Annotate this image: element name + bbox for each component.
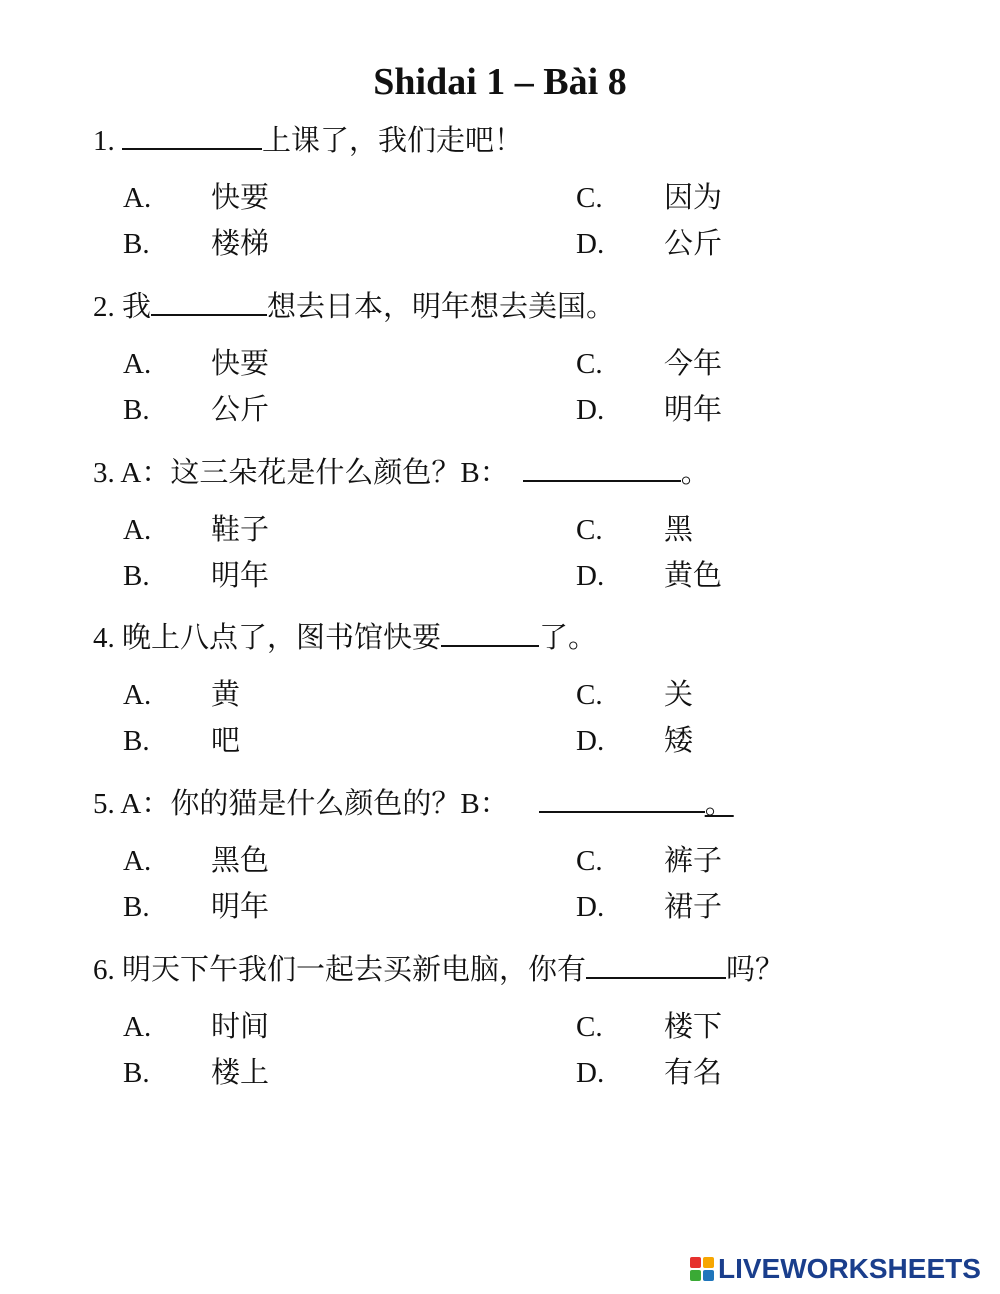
option-letter: A. bbox=[123, 1011, 152, 1043]
options bbox=[93, 678, 973, 770]
question-number: 3. bbox=[93, 457, 115, 489]
logo-square-orange bbox=[703, 1257, 714, 1268]
logo-text: LIVEWORKSHEETS bbox=[718, 1253, 981, 1284]
option-text: 吧 bbox=[211, 725, 241, 757]
option-text: 矮 bbox=[664, 725, 694, 757]
option-letter: D. bbox=[576, 891, 605, 923]
stem-before: 我 bbox=[122, 291, 152, 323]
stem-after: 上课了，我们走吧！ bbox=[262, 125, 524, 157]
option-letter: C. bbox=[576, 182, 603, 214]
option-text: 黑 bbox=[664, 514, 694, 546]
question-4 bbox=[93, 619, 973, 770]
option-text: 明年 bbox=[211, 560, 270, 592]
logo-square-green bbox=[690, 1270, 701, 1281]
liveworksheets-logo[interactable] bbox=[690, 1252, 981, 1286]
page-title: Shidai 1 – Bài 8 bbox=[373, 61, 627, 103]
question-stem bbox=[93, 288, 973, 325]
option-text: 鞋子 bbox=[211, 514, 270, 546]
option-text: 楼下 bbox=[664, 1011, 723, 1043]
option-letter: C. bbox=[576, 679, 603, 711]
stem-after: 想去日本，明年想去美国。 bbox=[267, 291, 616, 323]
option-letter: B. bbox=[123, 725, 150, 757]
option-letter: C. bbox=[576, 845, 603, 877]
option-letter: D. bbox=[576, 228, 605, 260]
option-text: 黄色 bbox=[664, 560, 723, 592]
stem-after: 了。 bbox=[539, 622, 598, 654]
liveworksheets-logo-icon bbox=[690, 1257, 714, 1281]
question-stem bbox=[93, 951, 973, 988]
option-letter: B. bbox=[123, 891, 150, 923]
option-text: 因为 bbox=[664, 182, 723, 214]
options bbox=[93, 1010, 973, 1102]
option-text: 裙子 bbox=[664, 891, 723, 923]
option-text: 有名 bbox=[664, 1057, 723, 1089]
option-letter: A. bbox=[123, 182, 152, 214]
option-letter: B. bbox=[123, 228, 150, 260]
answer-blank[interactable] bbox=[122, 122, 262, 150]
question-number: 5. bbox=[93, 788, 115, 820]
answer-blank[interactable] bbox=[151, 288, 267, 316]
answer-blank[interactable] bbox=[586, 951, 726, 979]
option-letter: A. bbox=[123, 679, 152, 711]
stem-after: 吗？ bbox=[726, 954, 785, 986]
option-letter: A. bbox=[123, 348, 152, 380]
option-text: 楼上 bbox=[211, 1057, 270, 1089]
stem-after: 。 bbox=[680, 457, 710, 489]
stem-before: 明天下午我们一起去买新电脑，你有 bbox=[122, 954, 587, 986]
option-text: 楼梯 bbox=[211, 228, 270, 260]
question-5 bbox=[93, 785, 973, 936]
option-letter: C. bbox=[576, 514, 603, 546]
option-letter: D. bbox=[576, 560, 605, 592]
option-letter: A. bbox=[123, 514, 152, 546]
option-letter: B. bbox=[123, 560, 150, 592]
question-stem bbox=[93, 619, 973, 656]
option-text: 快要 bbox=[211, 348, 270, 380]
options bbox=[93, 181, 973, 273]
option-text: 黑色 bbox=[211, 845, 270, 877]
option-text: 裤子 bbox=[664, 845, 723, 877]
question-stem bbox=[93, 454, 973, 491]
option-text: 关 bbox=[664, 679, 694, 711]
question-number: 2. bbox=[93, 291, 115, 323]
option-text: 时间 bbox=[211, 1011, 270, 1043]
option-text: 明年 bbox=[664, 394, 723, 426]
question-6 bbox=[93, 951, 973, 1102]
option-letter: D. bbox=[576, 725, 605, 757]
logo-square-red bbox=[690, 1257, 701, 1268]
option-text: 公斤 bbox=[664, 228, 723, 260]
option-letter: B. bbox=[123, 394, 150, 426]
option-text: 公斤 bbox=[211, 394, 270, 426]
options bbox=[93, 513, 973, 605]
question-3 bbox=[93, 454, 973, 605]
question-stem bbox=[93, 122, 973, 159]
question-number: 1. bbox=[93, 125, 115, 157]
stem-before: A：你的猫是什么颜色的？B： bbox=[120, 788, 509, 820]
stem-before: 晚上八点了，图书馆快要 bbox=[122, 622, 442, 654]
option-text: 黄 bbox=[211, 679, 241, 711]
question-2 bbox=[93, 288, 973, 439]
question-stem bbox=[93, 785, 973, 822]
options bbox=[93, 844, 973, 936]
option-letter: C. bbox=[576, 348, 603, 380]
option-letter: B. bbox=[123, 1057, 150, 1089]
stem-before: A：这三朵花是什么颜色？B： bbox=[120, 457, 509, 489]
answer-blank[interactable] bbox=[441, 619, 539, 647]
answer-blank[interactable] bbox=[523, 454, 681, 482]
option-letter: C. bbox=[576, 1011, 603, 1043]
option-text: 今年 bbox=[664, 348, 723, 380]
logo-square-blue bbox=[703, 1270, 714, 1281]
option-letter: D. bbox=[576, 394, 605, 426]
question-1 bbox=[93, 122, 973, 273]
option-letter: D. bbox=[576, 1057, 605, 1089]
option-text: 明年 bbox=[211, 891, 270, 923]
options bbox=[93, 347, 973, 439]
option-letter: A. bbox=[123, 845, 152, 877]
question-number: 6. bbox=[93, 954, 115, 986]
question-number: 4. bbox=[93, 622, 115, 654]
option-text: 快要 bbox=[211, 182, 270, 214]
answer-blank[interactable] bbox=[539, 785, 705, 813]
stem-after: 。 bbox=[704, 788, 734, 820]
